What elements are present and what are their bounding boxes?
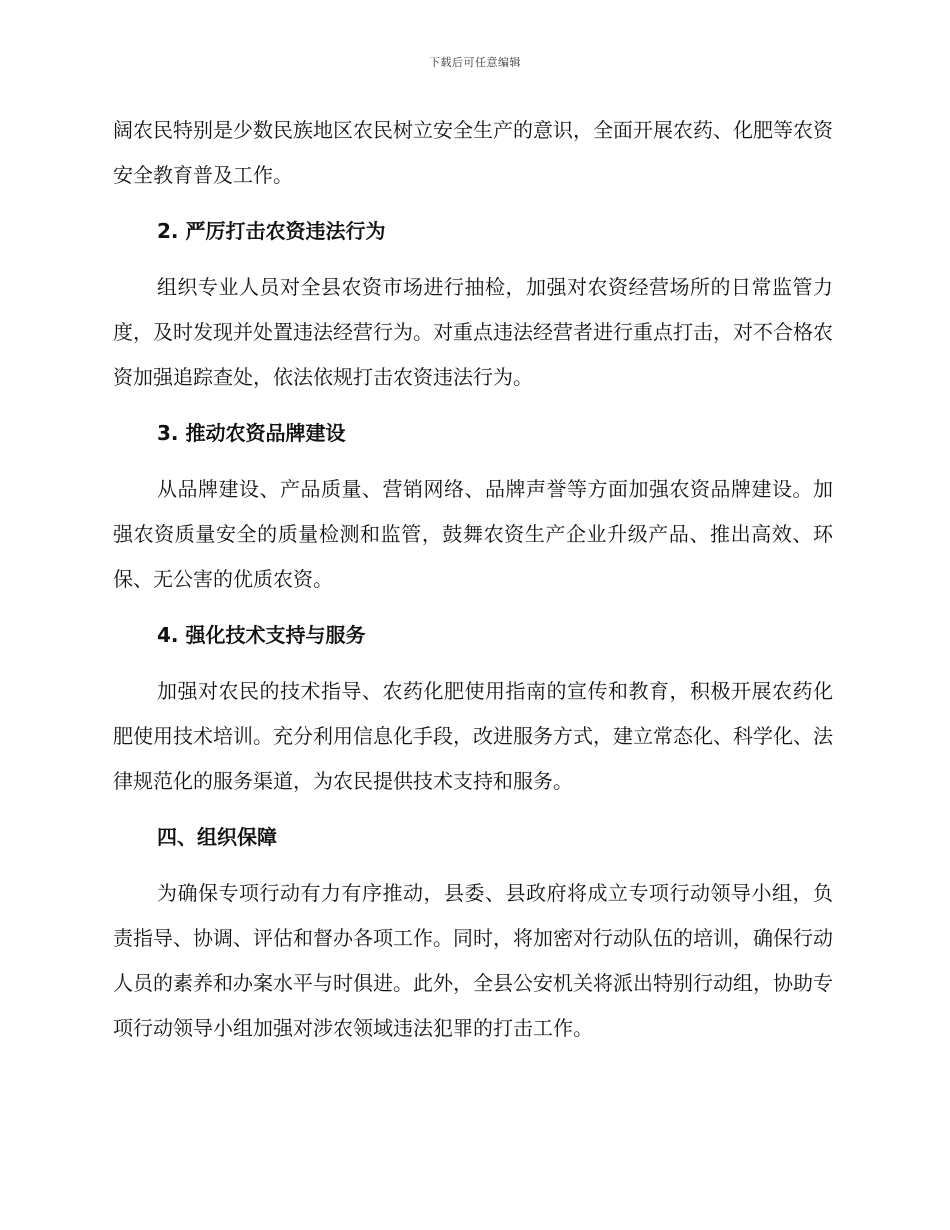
section-3-heading: 3. 推动农资品牌建设 xyxy=(157,421,346,445)
section-2-body: 组织专业人员对全县农资市场进行抽检，加强对农资经营场所的日常监管力度，及时发现并处置违法经营行为。对重点违法经营者进行重点打击，对不合格农资加强追踪查处，依法依规打击农资违法行为。 xyxy=(113,275,833,389)
section-4-heading: 4. 强化技术支持与服务 xyxy=(157,623,366,647)
section-4-body: 加强对农民的技术指导、农药化肥使用指南的宣传和教育，积极开展农药化肥使用技术培训。充分利用信息化手段，改进服务方式，建立常态化、科学化、法律规范化的服务渠道，为农民提供技术支持和服务。 xyxy=(113,679,833,793)
document-body xyxy=(113,108,833,1051)
header-note: 下载后可任意编辑 xyxy=(429,56,521,69)
section-four-heading: 四、组织保障 xyxy=(157,825,277,849)
section-3-body: 从品牌建设、产品质量、营销网络、品牌声誉等方面加强农资品牌建设。加强农资质量安全的质量检测和监管，鼓舞农资生产企业升级产品、推出高效、环保、无公害的优质农资。 xyxy=(113,477,833,591)
section-four-body: 为确保专项行动有力有序推动，县委、县政府将成立专项行动领导小组，负责指导、协调、评估和督办各项工作。同时，将加密对行动队伍的培训，确保行动人员的素养和办案水平与时俱进。此外，全县公安机关将派出特别行动组，协助专项行动领导小组加强对涉农领域违法犯罪的打击工作。 xyxy=(113,881,833,1040)
section-2-heading: 2. 严厉打击农资违法行为 xyxy=(157,219,386,243)
intro-paragraph: 阔农民特别是少数民族地区农民树立安全生产的意识，全面开展农药、化肥等农资安全教育普及工作。 xyxy=(113,118,833,187)
